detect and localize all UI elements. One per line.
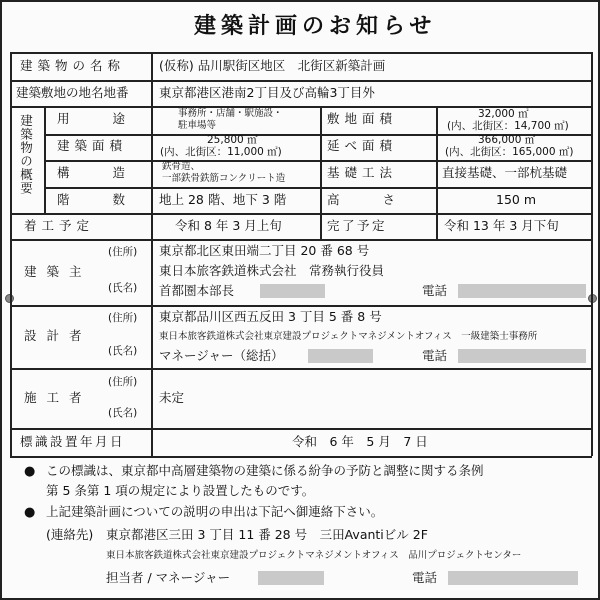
floor-area-label: 延べ面積	[327, 138, 398, 153]
site-area-value-1: 32,000 ㎡	[478, 108, 529, 120]
contractor-name-tag: (氏名)	[108, 407, 138, 419]
owner-company: 東日本旅客鉄道株式会社 常務執行役員	[159, 263, 385, 278]
divider	[320, 106, 322, 239]
bullet-icon: ●	[24, 464, 36, 479]
building-name-label: 建築物の名称	[20, 58, 126, 73]
owner-phone-label: 電話	[422, 283, 448, 298]
redacted-name	[308, 349, 373, 363]
notice-1-line-1: この標識は、東京都中高層建築物の建築に係る紛争の予防と調整に関する条例	[46, 463, 484, 478]
redacted-name	[260, 284, 325, 298]
divider	[436, 106, 438, 239]
site-label: 建築敷地の地名地番	[16, 85, 129, 100]
designer-label: 設計者	[24, 328, 92, 343]
structure-value-1: 鉄骨造、	[162, 161, 201, 172]
designer-company: 東日本旅客鉄道株式会社東京建設プロジェクトマネジメントオフィス 一級建築士事務所	[159, 331, 538, 342]
page-title: 建築計画のお知らせ	[194, 14, 437, 39]
contractor-label: 施工者	[24, 390, 92, 405]
contractor-value: 未定	[159, 390, 185, 405]
divider	[10, 80, 592, 82]
divider	[44, 106, 46, 213]
finish-value: 令和 13 年 3 月下旬	[444, 218, 559, 233]
contact-org: 東日本旅客鉄道株式会社東京建設プロジェクトマネジメントオフィス 品川プロジェクトセンター	[106, 550, 522, 561]
floors-value: 地上 28 階、地下 3 階	[159, 192, 287, 207]
redacted-phone	[448, 571, 578, 585]
height-value: 150 m	[496, 192, 537, 207]
use-label: 用 途	[57, 111, 132, 126]
designer-address: 東京都品川区西五反田 3 丁目 5 番 8 号	[159, 309, 382, 324]
divider	[10, 52, 12, 456]
use-value-1: 事務所・店舗・駅施設・	[178, 108, 283, 119]
floor-area-value-2: (内、北街区：165,000 ㎡)	[445, 146, 574, 158]
contact-address: 東京都港区三田 3 丁目 11 番 28 号 三田Avantiビル 2F	[106, 527, 428, 542]
contact-label: (連絡先)	[46, 527, 94, 542]
divider	[44, 187, 592, 189]
structure-value-2: 一部鉄骨鉄筋コンクリート造	[162, 173, 286, 184]
redacted-phone	[458, 349, 586, 363]
building-area-label: 建築面積	[57, 138, 128, 153]
contact-phone-label: 電話	[412, 570, 438, 585]
redacted-phone	[458, 284, 586, 298]
site-area-value-2: (内、北街区：14,700 ㎡)	[447, 120, 569, 132]
posted-label: 標識設置年月日	[20, 434, 126, 449]
notice-2-line-1: 上記建築計画についての説明の申出は下記へ御連絡下さい。	[46, 504, 384, 519]
start-label: 着工予定	[24, 218, 95, 233]
divider	[10, 213, 592, 215]
divider	[10, 239, 592, 241]
divider	[10, 305, 592, 307]
owner-name-tag: (氏名)	[108, 282, 138, 294]
finish-label: 完了予定	[327, 218, 388, 233]
designer-name-tag: (氏名)	[108, 345, 138, 357]
site-area-label: 敷地面積	[327, 111, 398, 126]
building-area-value-1: 25,800 ㎡	[207, 134, 258, 146]
divider	[10, 52, 592, 54]
divider	[151, 52, 153, 456]
divider	[44, 160, 592, 162]
floor-area-value-1: 366,000 ㎡	[478, 134, 536, 146]
foundation-value: 直接基礎、一部杭基礎	[442, 165, 568, 180]
contractor-address-tag: (住所)	[108, 376, 138, 388]
bullet-icon: ●	[24, 505, 36, 520]
start-value: 令和 8 年 3 月上旬	[175, 218, 282, 233]
posted-value: 令和 6 年 5 月 7 日	[292, 434, 428, 449]
structure-label: 構 造	[57, 165, 132, 180]
use-value-2: 駐車場等	[178, 120, 217, 131]
designer-phone-label: 電話	[422, 348, 448, 363]
divider	[10, 456, 592, 458]
contact-person: 担当者 / マネージャー	[106, 570, 231, 585]
floors-label: 階 数	[57, 192, 132, 207]
divider	[10, 368, 592, 370]
divider	[10, 428, 592, 430]
owner-address-tag: (住所)	[108, 246, 138, 258]
overview-label: 建築物の概要	[18, 114, 34, 195]
divider	[591, 52, 593, 456]
owner-person: 首都圏本部長	[159, 283, 235, 298]
height-label: 高 さ	[327, 192, 402, 207]
owner-address: 東京都北区東田端二丁目 20 番 68 号	[159, 243, 370, 258]
building-name-value: (仮称) 品川駅街区地区 北街区新築計画	[159, 58, 386, 73]
foundation-label: 基礎工法	[327, 165, 398, 180]
designer-address-tag: (住所)	[108, 312, 138, 324]
site-value: 東京都港区港南2丁目及び高輪3丁目外	[159, 85, 375, 100]
owner-label: 建築主	[24, 264, 92, 279]
notice-1-line-2: 第 5 条第 1 項の規定により設置したものです。	[46, 483, 315, 498]
designer-person: マネージャー（総括）	[159, 348, 284, 363]
building-area-value-2: (内、北街区：11,000 ㎡)	[160, 146, 282, 158]
redacted-name	[258, 571, 324, 585]
